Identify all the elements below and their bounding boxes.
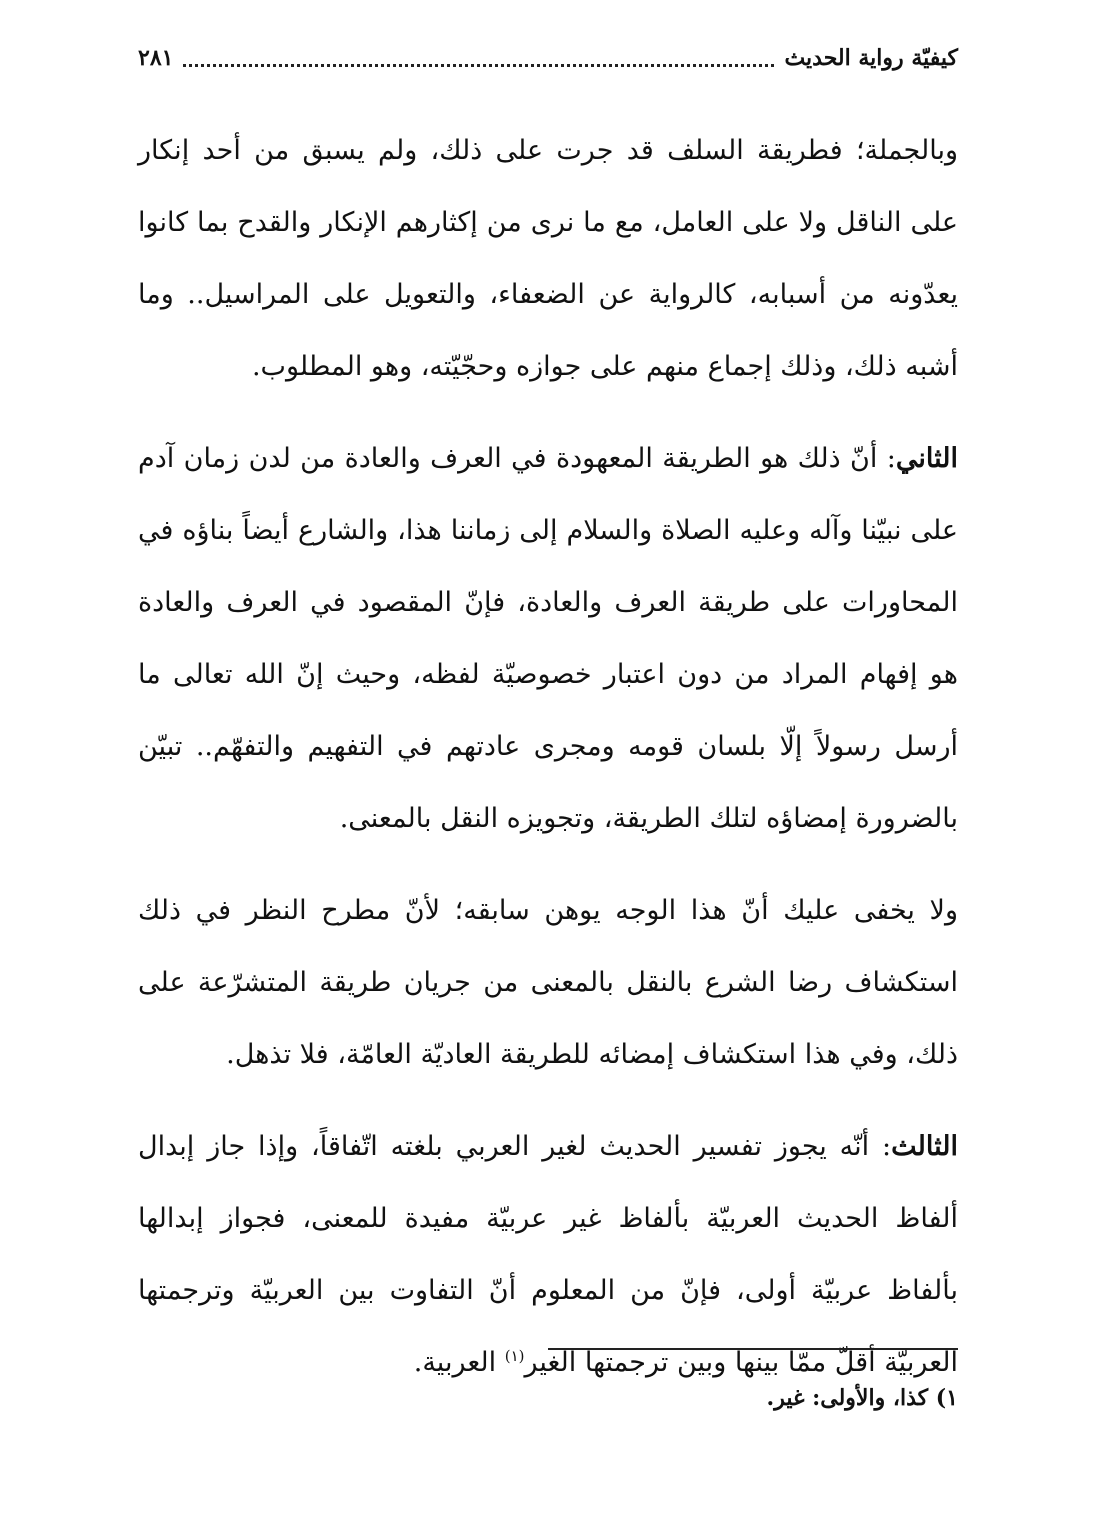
- footnote: ١) كذا، والأولى: غير.: [766, 1385, 958, 1411]
- paragraph-text: وبالجملة؛ فطريقة السلف قد جرت على ذلك، ولم يسبق من أحد إنكار على الناقل ولا على العامل، مع ما نرى من إكثارهم الإنكار والقدح بما كانوا يعدّونه من أسبابه، كالرواية عن الضعفاء، والتعويل على المراسيل.. وما أشبه ذلك، وذلك إجماع منهم على جوازه وحجّيّته، وهو المطلوب.: [138, 135, 958, 382]
- paragraph-consensus: [138, 115, 958, 403]
- paragraph-lead-word: الثاني: [895, 443, 958, 474]
- paragraph-text: : أنّ ذلك هو الطريقة المعهودة في العرف والعادة من لدن زمان آدم على نبيّنا وآله وعليه الصلاة والسلام إلى زماننا هذا، والشارع أيضاً بناؤه في المحاورات على طريقة العرف والعادة، فإنّ المقصود في العرف والعادة هو إفهام المراد من دون اعتبار خصوصيّة لفظه، وحيث إنّ الله تعالى ما أرسل رسولاً إلّا بلسان قومه ومجرى عادتهم في التفهيم والتفهّم.. تبيّن بالضرورة إمضاؤه لتلك الطريقة، وتجويزه النقل بالمعنى.: [138, 443, 958, 834]
- paragraph-text: : أنّه يجوز تفسير الحديث لغير العربي بلغته اتّفاقاً، وإذا جاز إبدال ألفاظ الحديث العربيّة بألفاظ غير عربيّة مفيدة للمعنى، فجواز إبدالها بألفاظ عربيّة أولى، فإنّ من المعلوم أنّ التفاوت بين العربيّة وترجمتها العربيّة أقلّ ممّا بينها وبين ترجمتها الغير: [138, 1131, 958, 1378]
- paragraph-text-end: العربية.: [413, 1347, 505, 1378]
- paragraph-text: ولا يخفى عليك أنّ هذا الوجه يوهن سابقه؛ لأنّ مطرح النظر في ذلك استكشاف رضا الشرع بالنقل بالمعنى من جريان طريقة المتشرّعة على ذلك، وفي هذا استكشاف إمضائه للطريقة العاديّة العامّة، فلا تذهل.: [138, 895, 958, 1070]
- page-number: ٢٨١: [138, 45, 174, 71]
- header-dot-leader: [183, 54, 774, 67]
- running-header: [138, 36, 958, 80]
- footnote-reference[interactable]: (١): [504, 1347, 525, 1365]
- paragraph-third-argument: [138, 1111, 958, 1399]
- running-title: كيفيّة رواية الحديث: [784, 45, 958, 71]
- paragraph-objection: [138, 875, 958, 1091]
- body-text: [138, 115, 958, 1419]
- paragraph-second-argument: [138, 423, 958, 855]
- footnote-divider: [548, 1348, 958, 1350]
- paragraph-lead-word: الثالث: [891, 1131, 958, 1162]
